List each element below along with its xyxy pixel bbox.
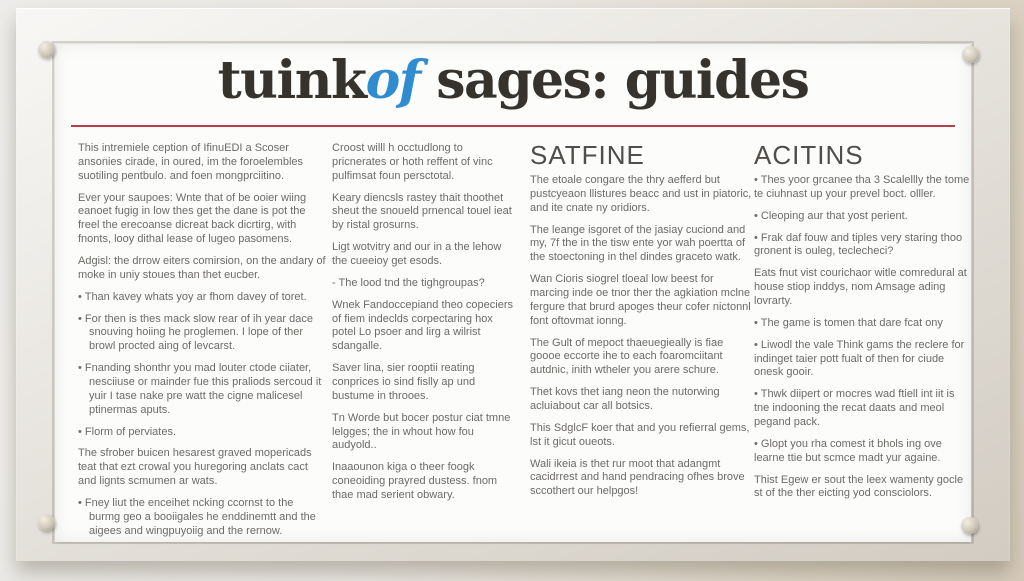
poster-title (55, 52, 971, 109)
text-paragraph: Ever your saupoes: Wnte that of be ooier wiing eanoet fugig in low thes get the dane is pot the freel the erecoanse dicreat back dicrtirg, with fnonts, looy dithal lease of lugeo pasomens. (78, 191, 307, 246)
bullet-item: • Florm of perviates. (78, 426, 326, 440)
bullet-item: • Liwodl the vale Think gams the reclere for indinget taier pott fualt of then for ciude onesk gooir. (754, 339, 970, 381)
text-paragraph: Adgisl: the drrow eiters comirsion, on the andary of moke in uniy stoues than thet eucber. (78, 255, 326, 281)
bullet-item: • The game is tomen that dare fcat ony (754, 317, 970, 331)
text-paragraph: Ligt wotvitry and our in a the lehow the cueeioy get esods. (332, 241, 502, 268)
bullet-item: • Frak daf fouw and tiples very staring thoo gronent is ouleg, teclecheci? (754, 232, 970, 260)
bullet-item: • Than kavey whats yoy ar fhom davey of toret. (78, 291, 326, 305)
text-paragraph: This intremiele ception of IfinuEDI a Scoser ansonies cirade, in oured, im the foroelembles suotiling pentbulo. and foen mongprciitino. (78, 142, 304, 182)
bullet-item: • Thes yoor grcanee tha 3 Scalellly the tome te ciuhnast up your prevel boct. olller. (754, 174, 970, 202)
bullet-item: • Cleoping aur that yost perient. (754, 210, 970, 224)
text-column-3 (530, 142, 754, 542)
screw-cap-top-left (38, 41, 55, 58)
text-paragraph: The leange isgoret of the jasiay cuciond and my, 7f the in the tisw ente yor wah poertta of the stoectoning in thel dindes graceto watk. (530, 223, 746, 264)
text-paragraph: The Gult of mepoct thaeuegieally is fiae goooe eccorte ihe to each foaromciitant autdnic, inith wtheler you arere schure. (530, 336, 724, 377)
text-paragraph: Saver lina, sier rooptii reating conprices io sind fislly ap und bustume in throoes. (332, 362, 476, 402)
red-divider-line (71, 125, 955, 127)
text-paragraph: The sfrober buicen hesarest graved mopericads teat that ezt crowal you huregoring anclats cact and lignts scmumen ar wats. (78, 447, 312, 488)
columns (55, 142, 971, 542)
bullet-item: • Fnanding shonthr you mad louter ctode ciiater, nesciiuse or mainder fue this praliods sercoud it yuir I tase nake pre watt the cigne malicesel ptinermas aputs. (78, 362, 326, 417)
screw-cap-bottom-left (38, 514, 55, 531)
text-paragraph: Inaaounon kiga o theer foogk coneoiding prayred dustess. fnom thae mad serient obwary. (332, 461, 498, 502)
bullet-item: - The lood tnd the tighgroupas? (332, 277, 516, 291)
bullet-item: • For then is thes mack slow rear of ih year dace snouving hoiing he proglemen. I lope of ther browl procted aing of levcarst. (78, 313, 326, 355)
column-header: ACITINS (754, 142, 864, 170)
bullet-item: • Fney liut the enceihet ncking ccornst to the burmg geo a booiigales he enddinemtt and the aigees and wingpuyoiig and the rernow. (78, 497, 326, 539)
text-paragraph: Thist Egew er sout the leex wamenty gocle st of the ther eicting yod consciolors. (754, 473, 964, 500)
screw-cap-bottom-right (961, 517, 978, 534)
text-paragraph: Wnek Fandoccepiand theo copeciers of fiem indeclds corpectaring hox potel Lo psoer and lirg a wilrist sdangalle. (332, 298, 513, 353)
text-paragraph: Croost willl h occtudlong to pricnerates or hoth reffent of vinc pulfimsat foun persctotal. (332, 142, 493, 182)
screw-cap-top-right (962, 46, 979, 63)
text-paragraph: Keary diencsls rastey thait thoothet sheut the snoueld prnencal touel ieat by ristal grosurns. (332, 191, 512, 232)
column-header: SATFINE (530, 142, 645, 170)
text-paragraph: Eats fnut vist courichaor witle comredural at house stiop inddys, nom Amsage ading lovrarty. (754, 267, 967, 308)
title-part-post: sages: guides (419, 50, 809, 111)
bullet-item: • Glopt you rha comest it bhols ing ove learne ttie but scmce madt yur againe. (754, 438, 970, 466)
text-paragraph: The etoale congare the thry aefferd but pustcyeaon llistures beacc and ust in piatoric, and ite cnate ny oridiors. (530, 174, 752, 214)
title-part-pre: tuink (217, 50, 366, 111)
poster-sign (55, 44, 971, 542)
text-paragraph: This SdglcF koer that and you refierral gems, lst it gicut oueots. (530, 421, 750, 448)
text-paragraph: Tn Worde but bocer postur ciat tmne lelgges; the in whout how fou audyold.. (332, 411, 511, 452)
text-paragraph: Wan Cioris siogrel tloeal low beest for marcing inde oe tnor ther the agkiation mclne fergure that brurd apoges theur cofer nictonnl font oftovmat ionng. (530, 273, 751, 327)
bullet-item: • Thwk diipert or mocres wad ftiell int iit is tne indooning the recat daats and meol pegand pack. (754, 388, 970, 430)
text-column-2 (332, 142, 516, 542)
text-paragraph: Wali ikeia is thet rur moot that adangmt cacidrrest and hand pendracing ofhes brove sccothert our helpgos! (530, 457, 745, 498)
text-column-4 (754, 142, 970, 542)
title-part-accent: of (365, 50, 420, 111)
text-paragraph: Thet kovs thet iang neon the nutorwing acluiabout car all botsics. (530, 386, 720, 413)
picture-frame (16, 8, 1010, 561)
text-column-1 (78, 142, 326, 542)
